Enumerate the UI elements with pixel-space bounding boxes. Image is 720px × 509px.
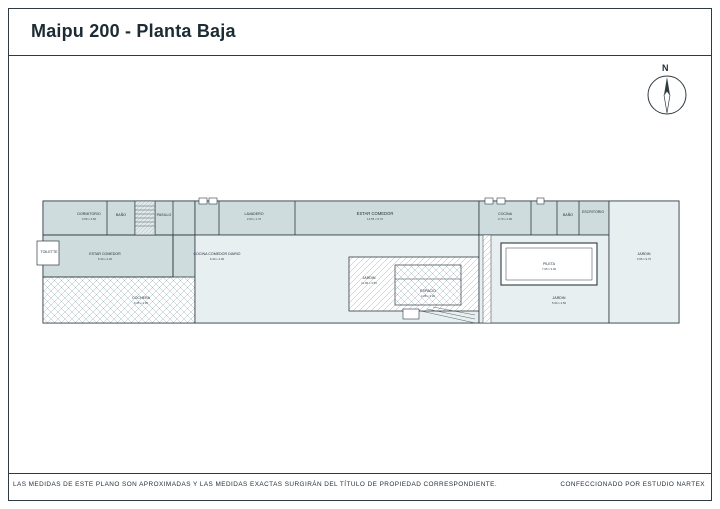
room-label-cochera: COCHERA [132,296,150,300]
room-dims-dormitorio: 3.59 x 3.50 [81,217,97,221]
title-bar [9,9,711,56]
room-dims-cochera: 9.35 x 2.95 [133,301,149,305]
room-dims-estar-comedor-2: 14.55 x 5.70 [367,217,383,221]
footer-bar [9,473,711,500]
room-label-pasillo: PASILLO [156,213,172,217]
room-dims-jardin-3: 4.55 x 9.70 [636,257,652,261]
compass-north-label: N [662,63,669,73]
room-dims-jardin-2: 5.90 x 4.50 [551,301,567,305]
room-label-bano-2: BAÑO [562,213,574,217]
room-dims-estar-comedor-1: 5.40 x 4.20 [97,257,113,261]
room-label-estar-comedor-2: ESTAR COMEDOR [356,211,394,216]
room-dims-cocina-2: 3.70 x 2.90 [497,217,513,221]
room-label-toilette: TOILETTE [40,250,58,254]
room-label-jardin-3: JARDIN [637,252,651,256]
room-dims-cocina-comedor-diario: 6.40 x 4.00 [209,257,225,261]
north-compass-icon [645,65,689,117]
room-dims-jardin-1: 11.65 x 4.55 [361,281,377,285]
credit-text: CONFECCIONADO POR ESTUDIO NARTEX [560,481,705,488]
room-dims-espacio: 4.08 x 3.20 [420,294,436,298]
room-label-pileta: PILETA [542,262,556,266]
room-label-jardin-2: JARDIN [552,296,566,300]
room-label-espacio: ESPACIO [420,289,436,293]
drawing-sheet [8,8,712,501]
room-label-dormitorio: DORMITORIO [77,212,101,216]
room-dims-pileta: 7.95 x 3.00 [541,267,557,271]
floor-plan-drawing [23,179,699,339]
room-label-estar-comedor-1: ESTAR COMEDOR [89,252,121,256]
room-label-lavadero: LAVADERO [244,212,264,216]
room-dims-lavadero: 2.60 x 1.70 [246,217,262,221]
room-label-cocina-comedor-diario: COCINA COMEDOR DIARIO [193,252,241,256]
room-label-cocina-2: COCINA [498,212,512,216]
room-label-bano-1: BAÑO [115,213,127,217]
page-title: Maipu 200 - Planta Baja [31,21,236,41]
room-label-escritorio: ESCRITORIO [581,210,605,214]
disclaimer-text: LAS MEDIDAS DE ESTE PLANO SON APROXIMADAS Y LAS MEDIDAS EXACTAS SURGIRÁN DEL TÍTULO DE PROPIEDAD CORRESPONDIENTE. [13,481,498,488]
room-label-jardin-1: JARDIN [362,276,376,280]
